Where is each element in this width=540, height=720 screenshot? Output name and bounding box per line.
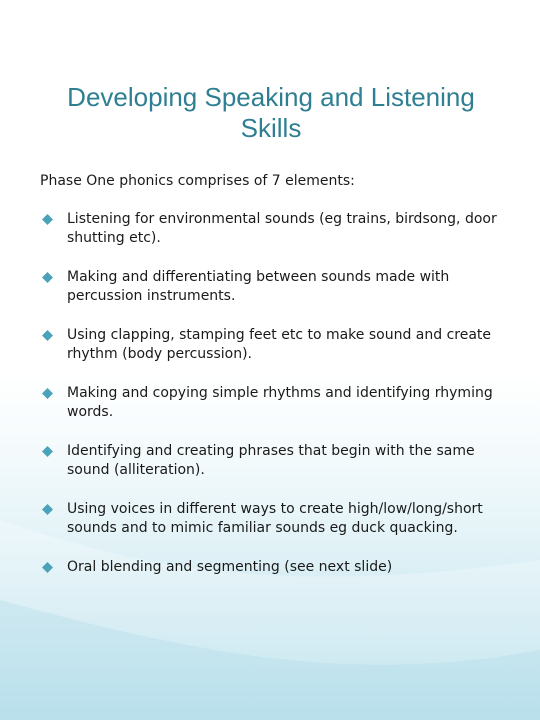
list-item <box>40 268 510 306</box>
list-item-text: Making and copying simple rhythms and identifying rhyming words. <box>67 385 493 420</box>
slide-title: Developing Speaking and Listening Skills <box>67 82 475 143</box>
list-item <box>40 500 510 538</box>
diamond-bullet-icon <box>42 388 53 399</box>
bullet-list <box>40 210 510 597</box>
diamond-bullet-icon <box>42 272 53 283</box>
list-item-text: Using voices in different ways to create high/low/long/short sounds and to mimic familiar sounds eg duck quacking. <box>67 501 483 536</box>
list-item <box>40 210 510 248</box>
list-item-text: Listening for environmental sounds (eg trains, birdsong, door shutting etc). <box>67 211 497 246</box>
list-item-text: Making and differentiating between sounds made with percussion instruments. <box>67 269 450 304</box>
diamond-bullet-icon <box>42 330 53 341</box>
diamond-bullet-icon <box>42 504 53 515</box>
diamond-bullet-icon <box>42 562 53 573</box>
list-item-text: Identifying and creating phrases that begin with the same sound (alliteration). <box>67 443 475 478</box>
diamond-bullet-icon <box>42 446 53 457</box>
list-item <box>40 442 510 480</box>
list-item <box>40 326 510 364</box>
intro-text: Phase One phonics comprises of 7 elements: <box>40 173 355 189</box>
diamond-bullet-icon <box>42 214 53 225</box>
list-item-text: Using clapping, stamping feet etc to make sound and create rhythm (body percussion). <box>67 327 492 362</box>
list-item <box>40 384 510 422</box>
list-item-text: Oral blending and segmenting (see next slide) <box>67 559 393 575</box>
list-item <box>40 558 510 577</box>
